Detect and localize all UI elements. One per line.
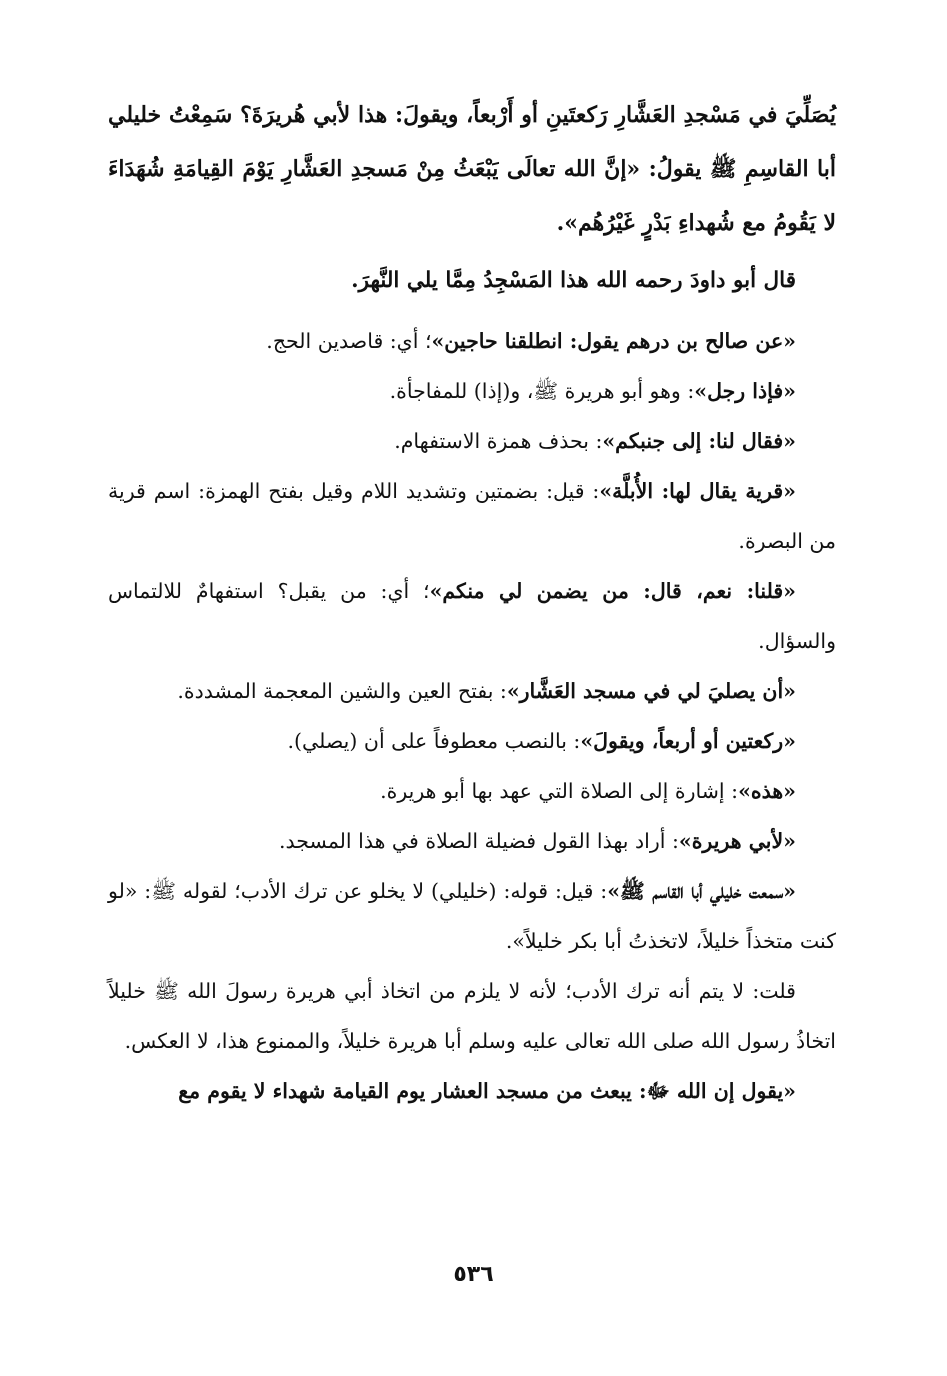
- note-1: [108, 316, 836, 366]
- note-4: [108, 466, 836, 566]
- note-8: [108, 766, 836, 816]
- note-3: [108, 416, 836, 466]
- note-lemma: «فإذا رجل»: [694, 379, 796, 403]
- note-lemma: «هذه»: [738, 779, 796, 803]
- note-gloss: ؛ أي: من يقبل؟ استفهامٌ للالتماس والسؤال.: [108, 579, 836, 653]
- last-note: [108, 1066, 836, 1116]
- note-lemma: «سمعت خليلي أبا القاسم ﷺ»: [607, 879, 796, 903]
- note-9: [108, 816, 836, 866]
- note-5: [108, 566, 836, 666]
- note-gloss: : أراد بهذا القول فضيلة الصلاة في هذا المسجد.: [279, 829, 679, 853]
- note-lemma: «عن صالح بن درهم يقول: انطلقنا حاجين»: [431, 329, 796, 353]
- note-2: [108, 366, 836, 416]
- abu-dawud-note-text: قال أبو داودَ رحمه الله هذا المَسْجِدُ مِمَّا يلي النَّهرَ.: [351, 268, 796, 293]
- note-lemma: «قلنا: نعم، قال: من يضمن لي منكم»: [429, 579, 796, 603]
- abu-dawud-note: [108, 256, 836, 306]
- note-gloss: : بالنصب معطوفاً على أن (يصلي).: [287, 729, 581, 753]
- note-gloss: : بحذف همزة الاستفهام.: [394, 429, 603, 453]
- commentary: قلت: لا يتم أنه ترك الأدب؛ لأنه لا يلزم من اتخاذ أبي هريرة رسولَ الله ﷺ خليلاً اتخاذُ رسول الله صلى الله تعالى عليه وسلم أبا هريرة خليلاً، والممنوع هذا، لا العكس.: [108, 979, 836, 1053]
- note-10: [108, 866, 836, 966]
- page-number: ٥٣٦: [453, 1262, 494, 1287]
- note-lemma: «لأبي هريرة»: [678, 829, 796, 853]
- note-7: [108, 716, 836, 766]
- note-gloss: : قيل: قوله: (خليلي) لا يخلو عن ترك الأدب؛ لقوله ﷺ: «لو كنت متخذاً خليلاً، لاتخذتُ أبا بكر خليلاً».: [108, 879, 836, 953]
- note-lemma: «فقال لنا: إلى جنبكم»: [602, 429, 796, 453]
- last-note-lemma: «يقول إن الله ﷻ: يبعث من مسجد العشار يوم القيامة شهداء لا يقوم مع: [178, 1079, 796, 1103]
- note-gloss: : قيل: بضمتين وتشديد اللام وقيل بفتح الهمزة: اسم قرية من البصرة.: [108, 479, 836, 553]
- note-gloss: : إشارة إلى الصلاة التي عهد بها أبو هريرة.: [380, 779, 739, 803]
- page-body: [108, 88, 836, 1116]
- note-gloss: ؛ أي: قاصدين الحج.: [266, 329, 432, 353]
- note-gloss: : وهو أبو هريرة ﷺ، و(إذا) للمفاجأة.: [389, 379, 695, 403]
- note-lemma: «أن يصليَ لي في مسجد العَشَّار»: [506, 679, 796, 703]
- note-lemma: «قرية يقال لها: الأُبلَّة»: [599, 479, 796, 503]
- note-lemma: «ركعتين أو أربعاً، ويقولَ»: [580, 729, 796, 753]
- note-gloss: : بفتح العين والشين المعجمة المشددة.: [177, 679, 507, 703]
- note-6: [108, 666, 836, 716]
- hadith-text: يُصَلِّيَ في مَسْجدِ العَشَّارِ رَكعتَينِ أو أَرْبعاً، ويقولَ: هذا لأبي هُريرَةَ؟ سَمِعْتُ خليلي أبا القاسِمِ ﷺ يقولُ: «إنَّ الله تعالَى يَبْعَثُ مِنْ مَسجدِ العَشَّارِ يَوْمَ القِيامَةِ شُهَدَاءَ لا يَقُومُ مع شُهداءِ بَدْرٍ غَيْرُهُم».: [108, 102, 836, 236]
